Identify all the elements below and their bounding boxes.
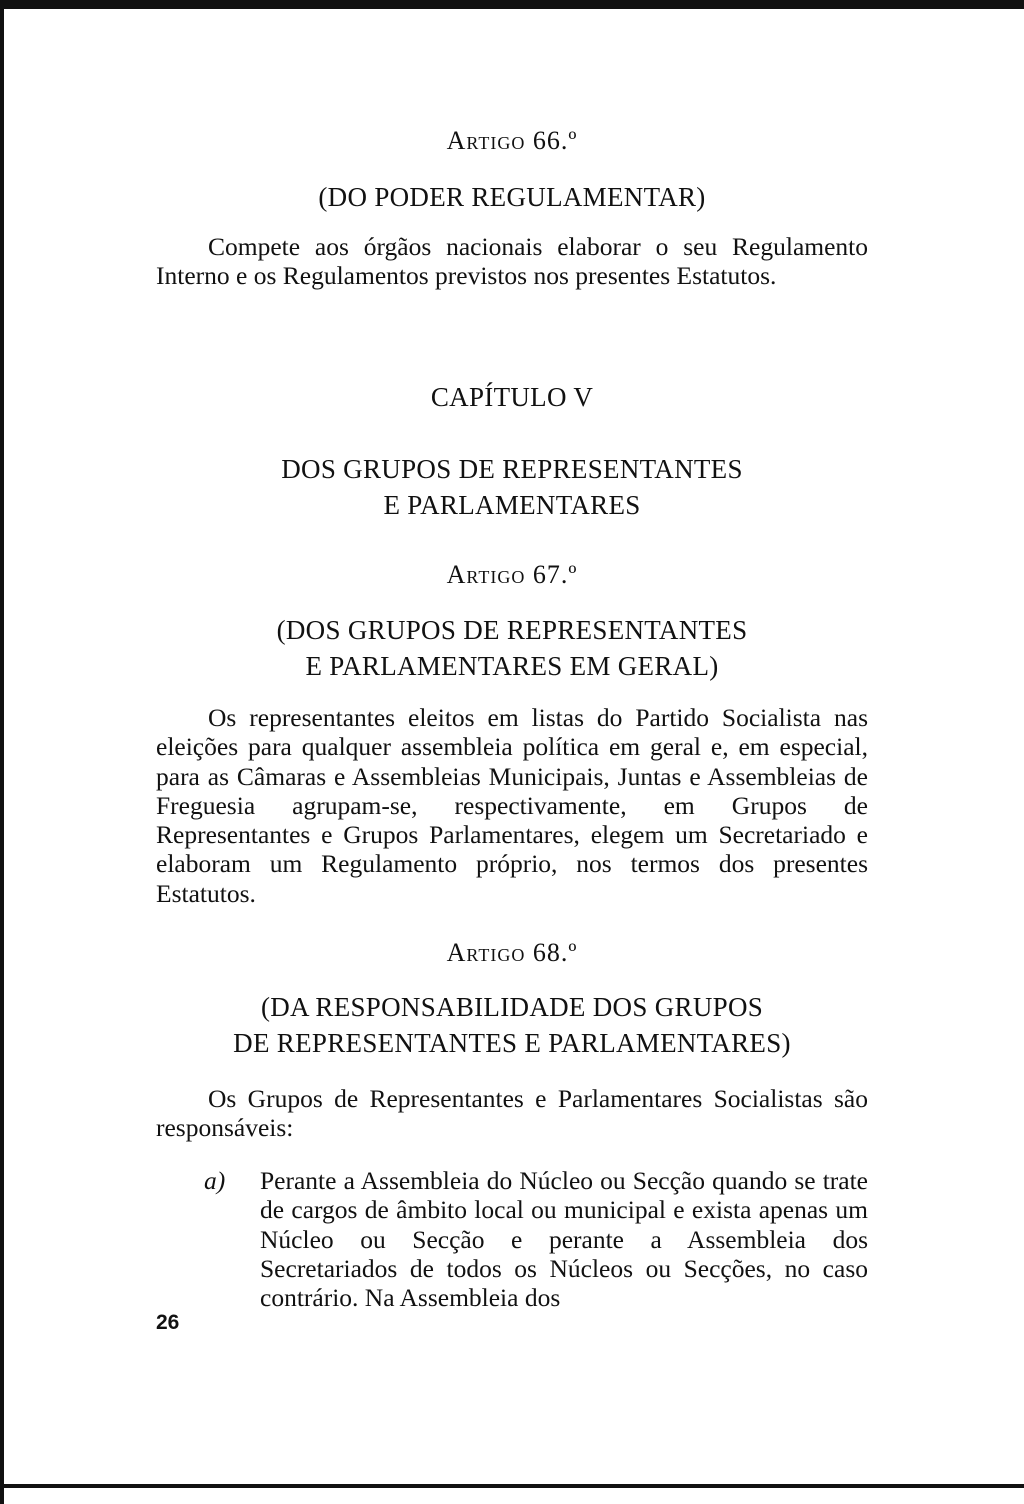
artigo-68-heading-line-2: DE REPRESENTANTES E PARLAMENTARES)	[233, 1028, 791, 1058]
artigo-67-heading-line-2: E PARLAMENTARES EM GERAL)	[305, 651, 719, 681]
artigo-68-heading-line-1: (DA RESPONSABILIDADE DOS GRUPOS	[260, 992, 764, 1022]
list-item-label: a)	[204, 1166, 226, 1195]
artigo-67-heading-line-1: (DOS GRUPOS DE REPRESENTANTES	[276, 615, 748, 645]
artigo-66-heading: (DO PODER REGULAMENTAR)	[318, 182, 706, 212]
chapter-label: CAPÍTULO V	[430, 382, 594, 412]
artigo-67-label: Artigo 67.º	[446, 560, 578, 589]
artigo-67-text: Os representantes eleitos em listas do Partido Socialista nas eleições para qualquer assembleia política em geral e, em especial, para as Câmaras e Assembleias Municipais, Juntas e Assembleias de Freguesia agrupam-se, respectivamente, em Grupos de Representantes e Grupos Parlamentares, elegem um Secretariado e elaboram um Regulamento próprio, nos termos dos presentes Estatutos.	[156, 703, 868, 908]
chapter-title-line-2: E PARLAMENTARES	[383, 490, 641, 520]
scan-border-left	[0, 0, 4, 1504]
artigo-66-label: Artigo 66.º	[446, 126, 578, 155]
list-item-text: Perante a Assembleia do Núcleo ou Secção quando se trate de cargos de âmbito local ou municipal e exista apenas um Núcleo ou Secção e perante a Assembleia dos Secretariados de todos os Núcleos ou Secções, no caso contrário. Na Assembleia dos	[260, 1166, 868, 1313]
chapter-title-line-1: DOS GRUPOS DE REPRESENTANTES	[281, 454, 743, 484]
artigo-66-text: Compete aos órgãos nacionais elaborar o seu Regulamento Interno e os Regulamentos previstos nos presentes Estatutos.	[156, 232, 868, 291]
document-page	[156, 0, 868, 1480]
artigo-68-label: Artigo 68.º	[446, 938, 578, 967]
artigo-68-text: Os Grupos de Representantes e Parlamentares Socialistas são responsáveis:	[156, 1084, 868, 1143]
page-number: 26	[156, 1311, 180, 1334]
scan-border-bottom	[0, 1484, 1024, 1488]
